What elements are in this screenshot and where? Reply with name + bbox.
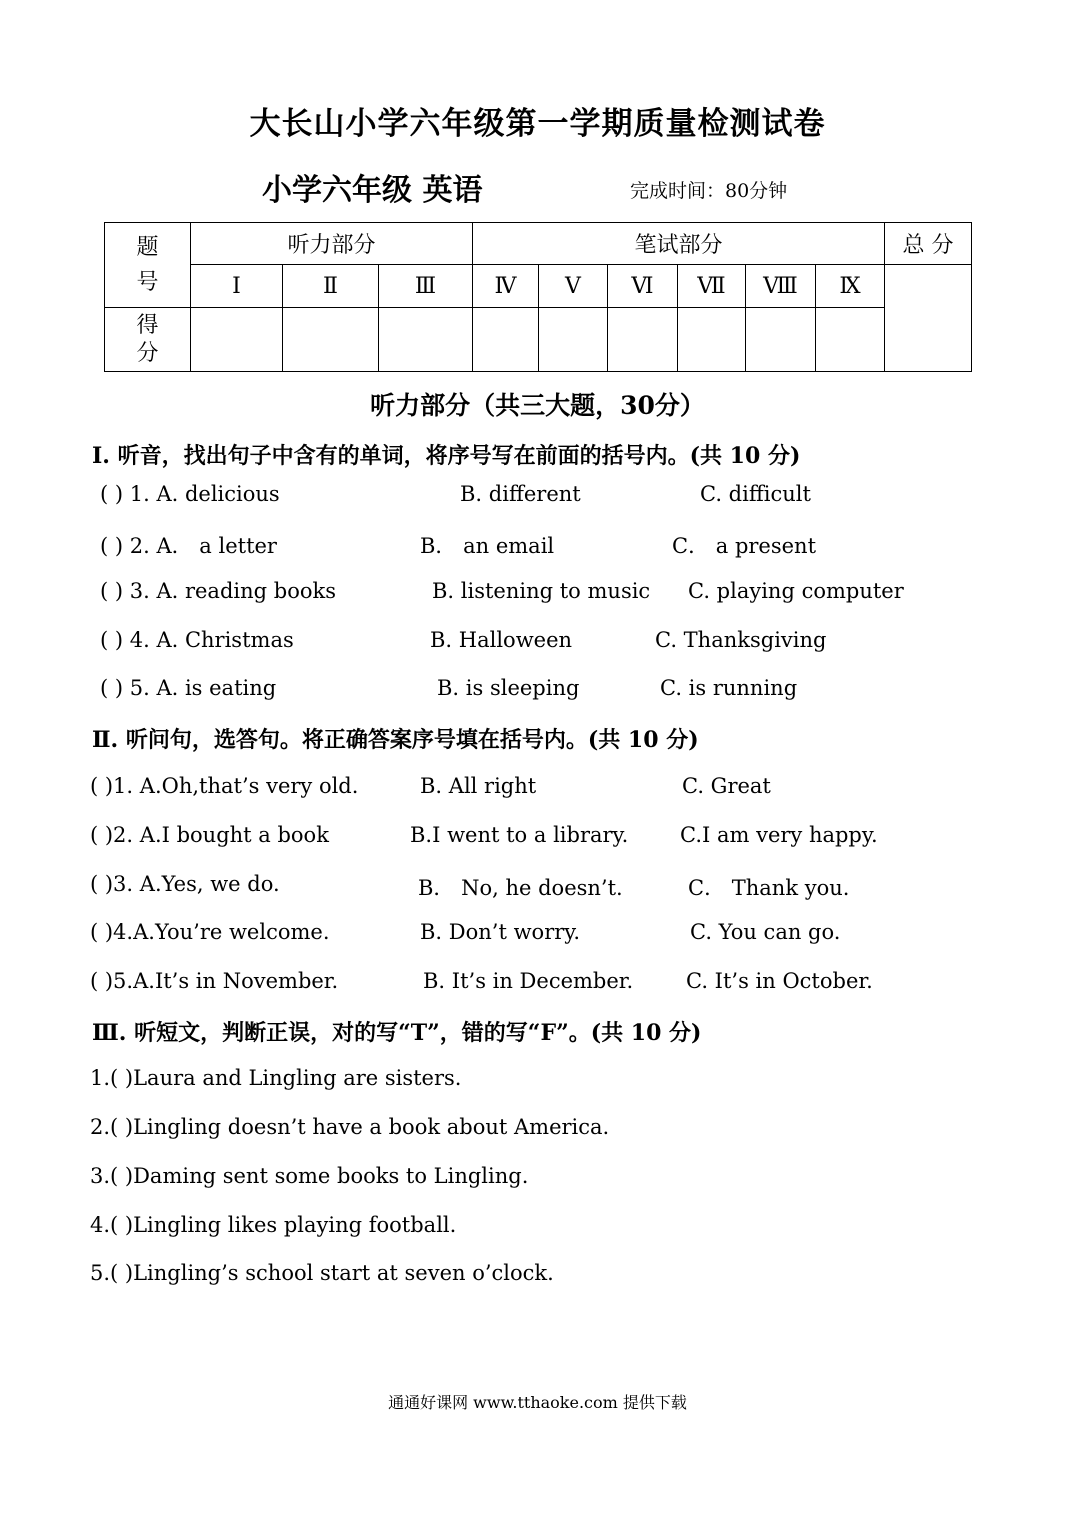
s2-q1-b: B. All right <box>420 774 537 798</box>
s2-q1-c: C. Great <box>682 774 771 798</box>
section2-heading: Ⅱ. 听问句，选答句。将正确答案序号填在括号内。(共 10 分) <box>92 727 699 753</box>
numeral-cell: Ⅵ <box>608 265 678 308</box>
exam-title: 大长山小学六年级第一学期质量检测试卷 <box>249 106 826 142</box>
s1-q1-b: B. different <box>460 482 581 506</box>
s2-q3-a: ( )3. A.Yes, we do. <box>90 872 280 896</box>
score-cell[interactable] <box>678 308 746 372</box>
s3-item: 2.( )Lingling doesn’t have a book about America. <box>90 1115 610 1139</box>
s3-item: 1.( )Laura and Lingling are sisters. <box>90 1066 462 1090</box>
s1-q2-a: ( ) 2. A． a letter <box>100 534 277 558</box>
s1-q4-b: B. Halloween <box>430 628 573 652</box>
numeral-cell: Ⅰ <box>191 265 283 308</box>
total-score-cell[interactable] <box>885 265 972 372</box>
s1-q2-b: B． an email <box>420 534 555 558</box>
writing-header: 笔试部分 <box>473 223 885 265</box>
score-cell[interactable] <box>539 308 608 372</box>
total-header: 总 分 <box>885 223 972 265</box>
section1-heading: Ⅰ. 听音，找出句子中含有的单词，将序号写在前面的括号内。(共 10 分) <box>92 443 801 469</box>
s2-q1-a: ( )1. A.Oh,that’s very old. <box>90 774 359 798</box>
score-cell[interactable] <box>283 308 379 372</box>
score-cell[interactable] <box>379 308 473 372</box>
numeral-cell: Ⅶ <box>678 265 746 308</box>
s1-q5-b: B. is sleeping <box>437 676 580 700</box>
s2-q4-c: C. You can go. <box>690 920 841 944</box>
footer-credit: 通通好课网 www.tthaoke.com 提供下载 <box>388 1393 687 1412</box>
numeral-cell: Ⅴ <box>539 265 608 308</box>
s2-q2-b: B.I went to a library. <box>410 823 629 847</box>
s3-item: 3.( )Daming sent some books to Lingling. <box>90 1164 529 1188</box>
s1-q5-a: ( ) 5. A. is eating <box>100 676 277 700</box>
s2-q4-b: B. Don’t worry. <box>420 920 581 944</box>
question-number-header: 题 号 <box>105 223 191 308</box>
s2-q5-b: B. It’s in December. <box>423 969 634 993</box>
numeral-cell: Ⅷ <box>746 265 816 308</box>
s3-item: 4.( )Lingling likes playing football. <box>90 1213 457 1237</box>
s1-q4-a: ( ) 4. A. Christmas <box>100 628 294 652</box>
time-limit: 完成时间：80分钟 <box>630 180 788 202</box>
s1-q2-c: C． a present <box>672 534 817 558</box>
numeral-cell: Ⅸ <box>816 265 885 308</box>
s3-item: 5.( )Lingling’s school start at seven o’clock. <box>90 1261 554 1285</box>
s2-q5-a: ( )5.A.It’s in November. <box>90 969 339 993</box>
s2-q5-c: C. It’s in October. <box>686 969 873 993</box>
s2-q2-c: C.I am very happy. <box>680 823 878 847</box>
score-cell[interactable] <box>473 308 539 372</box>
score-cell[interactable] <box>191 308 283 372</box>
s2-q2-a: ( )2. A.I bought a book <box>90 823 329 847</box>
exam-subtitle: 小学六年级 英语 <box>262 173 483 208</box>
s2-q3-b: B． No, he doesn’t. <box>418 876 623 900</box>
score-table <box>104 222 972 372</box>
s1-q1-a: ( ) 1. A. delicious <box>100 482 280 506</box>
s1-q3-b: B. listening to music <box>432 579 651 603</box>
part-title: 听力部分（共三大题，30分） <box>370 391 705 420</box>
s1-q5-c: C. is running <box>660 676 798 700</box>
numeral-cell: Ⅳ <box>473 265 539 308</box>
s1-q4-c: C. Thanksgiving <box>655 628 827 652</box>
s2-q3-c: C． Thank you. <box>688 876 850 900</box>
section3-heading: Ⅲ. 听短文，判断正误，对的写“T”，错的写“F”。(共 10 分) <box>92 1020 702 1046</box>
score-cell[interactable] <box>608 308 678 372</box>
numeral-cell: Ⅱ <box>283 265 379 308</box>
listening-header: 听力部分 <box>191 223 473 265</box>
s1-q3-c: C. playing computer <box>688 579 904 603</box>
score-cell[interactable] <box>746 308 816 372</box>
s1-q3-a: ( ) 3. A. reading books <box>100 579 336 603</box>
numeral-cell: Ⅲ <box>379 265 473 308</box>
score-row-label: 得 分 <box>105 308 191 372</box>
s1-q1-c: C. difficult <box>700 482 811 506</box>
s2-q4-a: ( )4.A.You’re welcome. <box>90 920 330 944</box>
score-cell[interactable] <box>816 308 885 372</box>
